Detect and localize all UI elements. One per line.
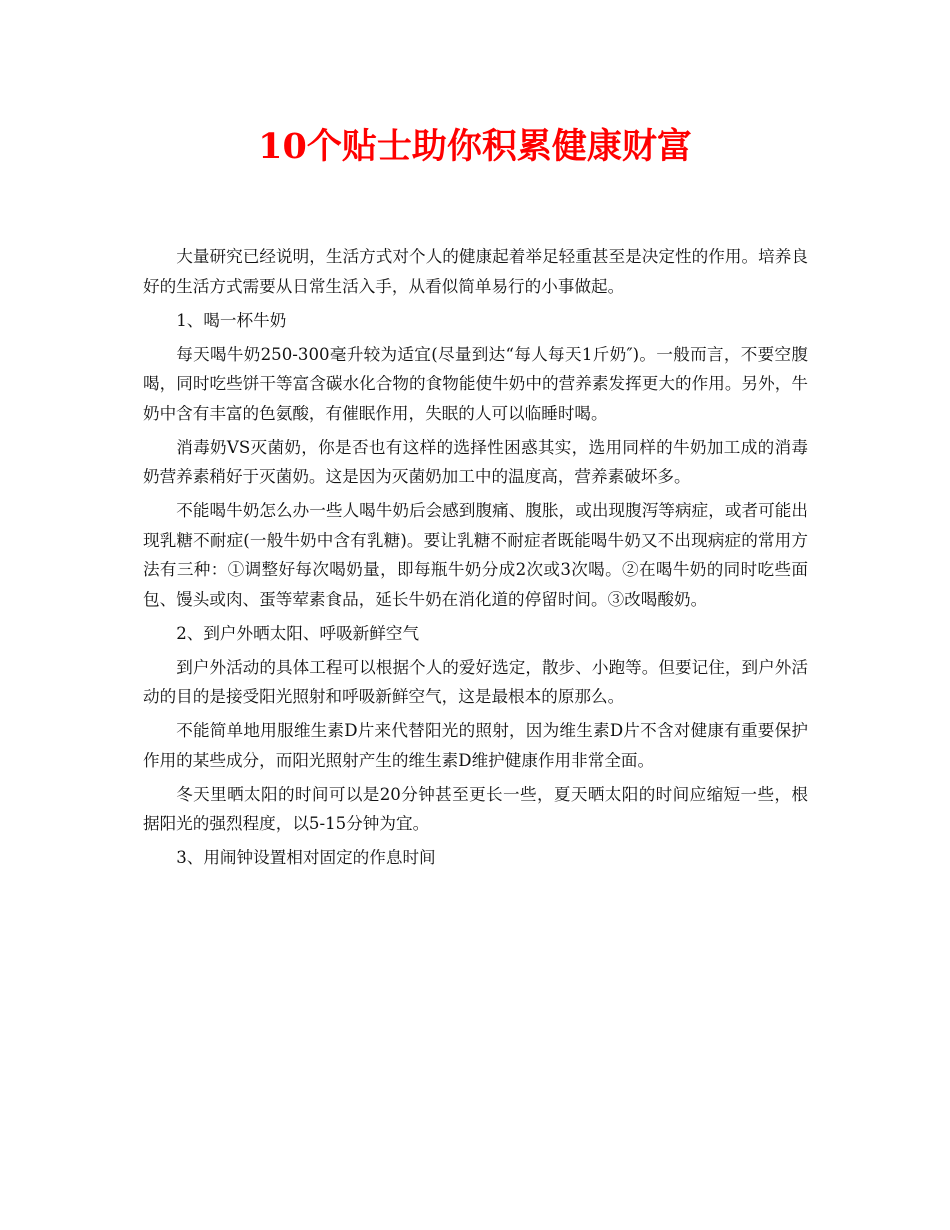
section-heading-sunlight: 2、到户外晒太阳、呼吸新鲜空气 [176,623,420,643]
paragraph-milk-amount: 每天喝牛奶250-300毫升较为适宜(尽量到达“每人每天1斤奶″)。一般而言，不要空腹喝，同时吃些饼干等富含碳水化合物的食物能使牛奶中的营养素发挥更大的作用。另外，牛奶中含有丰富的色氨酸，有催眠作用，失眠的人可以临睡时喝。 [143,344,808,423]
paragraph-lactose-intolerance: 不能喝牛奶怎么办一些人喝牛奶后会感到腹痛、腹胀，或出现腹泻等病症，或者可能出现乳糖不耐症(一般牛奶中含有乳糖)。要让乳糖不耐症者既能喝牛奶又不出现病症的常用方法有三种：①调整好每次喝奶量，即每瓶牛奶分成2次或3次喝。②在喝牛奶的同时吃些面包、馒头或肉、蛋等荤素食品，延长牛奶在消化道的停留时间。③改喝酸奶。 [143,501,808,609]
paragraph-outdoor-activity: 到户外活动的具体工程可以根据个人的爱好选定，散步、小跑等。但要记住，到户外活动的目的是接受阳光照射和呼吸新鲜空气，这是最根本的原那么。 [143,657,808,706]
paragraph-vitamin-d: 不能简单地用服维生素D片来代替阳光的照射，因为维生素D片不含对健康有重要保护作用的某些成分，而阳光照射产生的维生素D维护健康作用非常全面。 [143,721,808,770]
paragraph-milk-types: 消毒奶VS灭菌奶，你是否也有这样的选择性困惑其实，选用同样的牛奶加工成的消毒奶营养素稍好于灭菌奶。这是因为灭菌奶加工中的温度高，营养素破坏多。 [143,437,808,486]
document-body [143,242,808,877]
section-heading-milk: 1、喝一杯牛奶 [176,310,287,330]
section-heading-alarm-clock: 3、用闹钟设置相对固定的作息时间 [176,848,436,867]
intro-paragraph: 大量研究已经说明，生活方式对个人的健康起着举足轻重甚至是决定性的作用。培养良好的生活方式需要从日常生活入手，从看似简单易行的小事做起。 [143,247,808,296]
document-title: 10个贴士助你积累健康财富 [258,126,692,167]
paragraph-sun-duration: 冬天里晒太阳的时间可以是20分钟甚至更长一些，夏天晒太阳的时间应缩短一些，根据阳光的强烈程度，以5-15分钟为宜。 [143,784,808,833]
